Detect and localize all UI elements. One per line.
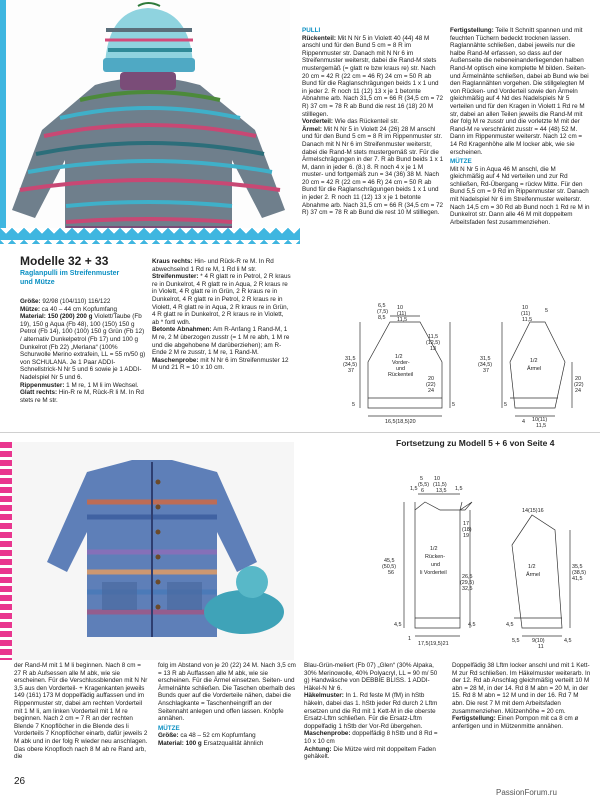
svg-text:Vorder-: Vorder- — [392, 360, 410, 366]
svg-text:10(11): 10(11) — [532, 417, 548, 423]
svg-text:37: 37 — [348, 368, 354, 374]
svg-text:1/2: 1/2 — [528, 564, 536, 570]
svg-text:(22): (22) — [574, 382, 584, 388]
svg-text:4,5: 4,5 — [564, 638, 572, 644]
materials-paragraph — [20, 382, 146, 390]
svg-text:20: 20 — [428, 376, 434, 382]
cardigan-photo — [12, 442, 294, 660]
hat-material-paragraph — [304, 692, 442, 730]
zigzag-border — [0, 228, 300, 244]
side-stripe-band — [0, 442, 12, 660]
hat-steps-paragraph — [452, 715, 592, 730]
finishing-term: Fertigstellung: — [450, 27, 494, 34]
mutze-label: MÜTZE — [450, 158, 472, 166]
svg-text:31,5: 31,5 — [345, 356, 356, 362]
patterns-term: Kraus rechts: — [152, 258, 193, 265]
svg-text:11,5: 11,5 — [536, 423, 547, 429]
svg-text:(34,5): (34,5) — [343, 362, 358, 368]
svg-text:16,5(18,5)20: 16,5(18,5)20 — [385, 419, 416, 425]
svg-text:(38,5): (38,5) — [572, 570, 587, 576]
svg-text:5: 5 — [420, 476, 423, 482]
hat-material-text: Blau-Grün-meliert (Fb 07) „Glen“ (30% Alpaka, 30% Merinowolle, 40% Polyacryl, LL = 90 m/ 50 g) Handwäsche von DEBBIE BLISS. 1 ADDI-Häkel-N Nr 6. — [304, 662, 438, 692]
svg-text:32,5: 32,5 — [462, 586, 473, 592]
patterns-text: mit N Nr 6 im Streifenmuster 12 M und 21 R = 10 x 10 cm. — [152, 356, 289, 372]
svg-text:13,5: 13,5 — [436, 488, 447, 494]
mutze-text: Mit N Nr 5 in Aqua 46 M anschl, die M gleichmäßig auf 4 Nd verteilen und zur Rd schließen, Rd-Übergang = rückw Mitte. Für den Bund 5,5 cm = 9 Rd im Rippenmuster str. Danach mit Nadelspiel Nr 6 im Streifenmuster weiterstr. Nach 14,5 cm = 30 Rd ab Bund noch 1 Rd re M in Dunkelrot str. Dann alle 46 M mit doppeltem Arbeitsfaden fest zusammenziehen. — [450, 165, 590, 226]
materials-paragraph — [20, 298, 146, 306]
cardigan-and-hat-illustration — [12, 442, 294, 660]
hat-material-text: In 1. Rd feste M (fM) in hStb häkeln, dabei das 1. hStb jeder Rd durch 2 Lftm ersetzen und die Rd mit 1 Kett-M in die oberste Ersatz-Lftm schließen. Für die Ersatz-Lftm doppelfadig 1 hStb der Vor-Rd übergehen. — [304, 692, 438, 730]
pulli-paragraph — [302, 118, 444, 126]
patterns-text: Hin- und Rück-R re M. In Rd abwechselnd 1 Rd re M, 1 Rd li M str. — [152, 258, 274, 273]
svg-text:1,5: 1,5 — [455, 486, 463, 492]
materials-text: 92/98 (104/110) 116/122 — [40, 298, 111, 305]
hat-material-term: Maschenprobe: — [304, 730, 351, 738]
model-title: Modelle 32 + 33 — [20, 254, 109, 268]
svg-text:(7,5): (7,5) — [377, 309, 389, 315]
svg-text:11,5: 11,5 — [522, 317, 533, 323]
pattern-diagram-cardigan — [300, 450, 598, 655]
hat-steps-term: Fertigstellung: — [452, 715, 496, 723]
svg-text:20: 20 — [575, 376, 581, 382]
materials-paragraph — [20, 313, 146, 381]
svg-text:(18): (18) — [462, 527, 472, 533]
hat-size-text: Ersatzqualität ähnlich — [201, 739, 264, 747]
hat-material-term: Häkelmuster: — [304, 692, 344, 700]
pulli-paragraph — [302, 126, 444, 217]
pattern-diagram-pulli — [340, 300, 595, 429]
svg-text:5: 5 — [504, 402, 507, 408]
materials-term: Material: 150 (200) 200 g — [20, 313, 93, 321]
hat-material-paragraph — [304, 662, 442, 692]
svg-text:1/2: 1/2 — [530, 358, 538, 364]
pulli-text: Mit N Nr 5 in Violett 24 (26) 28 M anschl und für den Bund 5 cm = 8 R im Rippenmuster str. Danach mit N Nr 6 im Streifenmuster weiterstr, dabei die Rand-M stets mustergemäß str. Für die Ärmelschrägungen in der 7. R ab Bund beids 1 x 1 M, dann in jeder 6. (8.) 8. R noch 4 x je 1 M muster- und fortgemäß zun = 34 (36) 38 M. Nach 20 cm = 42 R (22 cm = 46 R) 24 cm = 50 R ab Bund für die Raglanschrägungen beids 1 x 1 und in jeder 2. R noch 11 (12) 13 x je 1 betonte Abnahme arb. Nach 31,5 cm = 66 R (34,5 cm = 72 R) 37 cm = 78 R ab Bund die rest 10 M stilllegen. — [302, 125, 444, 217]
hat-steps-paragraph — [452, 662, 592, 715]
svg-text:13: 13 — [430, 346, 436, 352]
svg-text:56: 56 — [388, 570, 394, 576]
svg-text:und: und — [431, 562, 440, 568]
hat-text-col4 — [452, 662, 592, 730]
svg-text:1/2: 1/2 — [395, 354, 403, 360]
hat-material-term: Achtung: — [304, 745, 332, 753]
patterns-paragraph — [152, 258, 292, 273]
svg-text:24: 24 — [428, 388, 434, 394]
svg-text:11,5: 11,5 — [397, 317, 408, 323]
svg-text:li Vorderteil: li Vorderteil — [420, 570, 447, 576]
svg-text:1,5: 1,5 — [410, 486, 418, 492]
svg-text:10: 10 — [397, 305, 403, 311]
cardigan-text-col2: folg im Abstand von je 20 (22) 24 M. Nach 3,5 cm = 13 R ab Auffassen alle M abk, wie sie erscheinen. Für die Ärmel einsetzen. Seiten- und Ärmelnähte schließen. Die Taschen oberhalb des Bunds quer auf die Vorderteile nähen, dabei die Anschlagkante = Taschenheingriff an der Seitennaht anlegen und offen lassen. Knöpfe annähen. MÜTZE Größe: ca 48 – 52 cm Kopfumfang Material: 100 g Ersatzqualität ähnlich — [158, 662, 296, 747]
svg-text:(22): (22) — [426, 382, 436, 388]
hat-steps-text: Doppelfädig 38 Lftm locker anschl und mit 1 Kett-M zur Rd schließen. Im Häkelmuster weiterarb. In der 12. Rd ab Anschlag gleichmäßig verteilt 10 M abn = 28 M, in der 14. Rd 8 M abn = 20 M, in der 15. Rd 8 M abn = 12 M und in der 16. Rd 7 M abn. Die rest 7 M mit dem Arbeitsfaden zusammenziehen. Mützenhöhe = 20 cm. — [452, 662, 591, 715]
materials-term: Rippenmuster: — [20, 381, 65, 389]
cardigan-text-col1: der Rand-M mit 1 M li beginnen. Nach 8 cm = 27 R ab Aufsessen alle M abk, wie sie erscheinen. Für die Verschlussblenden mit N Nr 3,5 aus den Vorderteil- + Kragenkanten jeweils 149 (161) 173 M doppelfädig auffassen und im Rippenmuster str, dabei am rechten Vorderteil mit 1 M li, am linken Vorderteil mit 1 M re beginnen. Nach 2 cm = 7 R an der rechten Blende 7 Knopflöcher in die Blende des li Vorderteils 7 Knopflöcher einarb, dafür jeweils 2 M abk und in der folg R wieder neu anschlagen. Das obere Knopfloch nach 8 M ab re Rand arb, die — [14, 662, 148, 761]
patterns-paragraph — [152, 326, 292, 356]
hat-size-paragraph — [158, 740, 296, 748]
svg-text:5: 5 — [452, 402, 455, 408]
diagram1-labels — [343, 303, 584, 429]
materials-term: Größe: — [20, 298, 41, 305]
svg-text:(34,5): (34,5) — [478, 362, 493, 368]
svg-text:(29,5): (29,5) — [460, 580, 475, 586]
patterns-term: Maschenprobe: — [152, 356, 199, 364]
svg-text:26,5: 26,5 — [462, 574, 473, 580]
section-divider — [0, 432, 600, 433]
svg-text:und: und — [396, 366, 405, 372]
svg-text:5: 5 — [352, 402, 355, 408]
patterns-text: Am R-Anfang 1 Rand-M, 1 M re, 2 M überzogen zusstr (= 1 M re abh, 1 M re und die abgehobene M darüberziehen); am R-Ende 2 M re zusstr, 1 M re, 1 Rand-M. — [152, 326, 290, 357]
pulli-term: Rückenteil: — [302, 34, 336, 42]
svg-text:11: 11 — [538, 644, 544, 650]
hat-size-paragraph — [158, 732, 296, 740]
svg-text:6,5: 6,5 — [378, 303, 386, 309]
svg-text:17: 17 — [463, 521, 469, 527]
patterns-paragraph — [152, 357, 292, 372]
svg-text:4,5: 4,5 — [506, 622, 514, 628]
svg-text:4: 4 — [522, 419, 525, 425]
svg-text:Rücken-: Rücken- — [425, 554, 446, 560]
svg-text:24: 24 — [575, 388, 581, 394]
finishing-paragraph — [450, 27, 590, 156]
patterns-term: Streifenmuster: — [152, 273, 199, 281]
svg-text:14(15)16: 14(15)16 — [522, 508, 544, 514]
hat-material-text: doppelfädig 8 hStb und 8 Rd = 10 x 10 cm — [304, 730, 438, 745]
materials-text: Violett/Taube (Fb 19), 150 g Aqua (Fb 48), 100 (150) 150 g Petrol (Fb 14), 100 (100) 150 g Grün (Fb 12) / alternativ Dunkelpetrol (Fb 17) und 100 g Dunkelrot (Fb 22) „Merlana“ (100% Schurwolle Merino extrafein, LL = 55 m/50 g) von SCHULANA. Je 1 Paar ADDI-Schnellstrick-N Nr 5 und 6 sowie je 1 ADDI-Nadelspiel Nr 5 und 6. — [20, 313, 146, 381]
hat-steps-text: Einen Pompon mit ca 8 cm ø anfertigen und in Mützenmitte annähen. — [452, 715, 579, 730]
patterns-term: Betonte Abnahmen: — [152, 326, 212, 334]
svg-text:5,5: 5,5 — [512, 638, 520, 644]
svg-text:4,5: 4,5 — [394, 622, 402, 628]
svg-text:41,5: 41,5 — [572, 576, 583, 582]
svg-text:5: 5 — [545, 308, 548, 314]
materials-term: Mütze: — [20, 305, 40, 313]
svg-text:11,5: 11,5 — [428, 334, 439, 340]
svg-text:(5,5): (5,5) — [418, 482, 430, 488]
hat-text-col3 — [304, 662, 442, 761]
svg-text:(11): (11) — [521, 311, 531, 317]
svg-text:31,5: 31,5 — [480, 356, 491, 362]
materials-term: Glatt rechts: — [20, 389, 58, 397]
pulli-instructions — [302, 27, 444, 217]
diagram2-labels — [382, 476, 586, 650]
hat-size-text: ca 48 – 52 cm Kopfumfang — [178, 732, 256, 740]
bottom-mutze-label: MÜTZE — [158, 724, 180, 732]
finishing-text: Teile lt Schnitt spannen und mit feuchten Tüchern bedeckt trocknen lassen. Raglannähte schließen, dabei jeweils nur die halbe Rand-M erfassen, so dass auf der Außenseite die nebeneinanderliegenden halben Rand-M optisch eine komplette M bilden. Seiten- und Ärmelnähte schließen, dabei ab Bund wie bei den Raglannähten vorgehen. Die stillgelegten M von Rücken- und Vorderteil sowie den Ärmeln gleichmäßig auf 4 Nd des Nadelspiels Nr 5 verteilen und für den Kragen in Violett 1 Rd re M str, dabei an allen Teilen jeweils die Rand-M mit der folg M re zusstr und die vorletzte M mit der Rand-M re verschränkt zusstr = 44 (48) 52 M. Dann im Rippenmuster weiterstr. Nach 12 cm = 14 Rd Kragenhöhe alle M locker abk, wie sie erscheinen. — [450, 27, 589, 156]
svg-text:17,5(19,5)21: 17,5(19,5)21 — [418, 641, 449, 647]
svg-text:45,5: 45,5 — [384, 558, 395, 564]
pulli-text: Wie das Rückenteil str. — [333, 118, 399, 126]
svg-text:10: 10 — [522, 305, 528, 311]
hat-material-text: Die Mütze wird mit doppeltem Faden gehäkelt. — [304, 745, 436, 761]
svg-text:Ärmel: Ärmel — [526, 572, 541, 578]
pulli-label: PULLI — [302, 27, 321, 34]
svg-text:(11): (11) — [397, 311, 407, 317]
pulli-paragraph — [302, 35, 444, 119]
patterns-paragraph — [152, 273, 292, 326]
finishing-instructions — [450, 27, 590, 226]
watermark: PassionForum.ru — [496, 788, 557, 797]
page-number: 26 — [14, 776, 26, 787]
materials-text: 1 M re, 1 M li im Wechsel. — [64, 381, 139, 389]
hat-material-paragraph — [304, 746, 442, 761]
svg-text:1: 1 — [408, 636, 411, 642]
svg-text:9(10): 9(10) — [532, 638, 545, 644]
svg-text:Rückenteil: Rückenteil — [388, 372, 414, 378]
patterns-text: * 4 R glatt re in Petrol, 2 R kraus re in Dunkelrot, 4 R glatt re in Aqua, 2 R kraus re in Violett, 4 R glatt re in Grün, 2 R kraus re in Dunkelrot, 4 R glatt re in Petrol, 2 R kraus re in Violett, 4 R glatt re in Aqua, 2 R kraus re in Grün, 4 R glatt re in Dunkelrot, 2 R kraus re in Violett, ab * fortl wdh. — [152, 273, 291, 326]
svg-text:(11,5): (11,5) — [433, 482, 447, 488]
materials-text: ca 40 – 44 cm Kopfumfang — [39, 305, 117, 313]
model-patterns-text — [152, 258, 292, 372]
materials-text: Hin-R re M, Rück-R li M. In Rd stets re M str. — [20, 389, 144, 404]
hat-size-term: Größe: — [158, 732, 179, 740]
pulli-term: Ärmel: — [302, 125, 322, 133]
svg-text:Ärmel: Ärmel — [527, 366, 542, 372]
svg-text:(50,5): (50,5) — [382, 564, 397, 570]
striped-sweater-illustration — [0, 0, 290, 240]
svg-text:10: 10 — [434, 476, 440, 482]
svg-text:35,5: 35,5 — [572, 564, 583, 570]
svg-text:19: 19 — [463, 533, 469, 539]
pulli-text: Mit N Nr 5 in Violett 40 (44) 48 M anschl und für den Bund 5 cm = 8 R im Rippenmuster str. Danach mit N Nr 6 im Streifenmuster weiterstr, dabei die Rand-M stets mustergemäß (= glatt re bzw kraus re) str. Nach 20 cm = 42 R (22 cm = 46 R) 24 cm = 50 R ab Bund für die Raglanschrägungen beids 1 x 1 und in jeder 2. R noch 11 (12) 13 x je 1 betonte Abnahme arb. Nach 31,5 cm = 66 R (34,5 cm = 72 R) 37 cm = 78 R ab Bund die rest 16 (18) 20 M stilllegen. — [302, 34, 444, 118]
model-materials-text — [20, 298, 146, 404]
pulli-term: Vorderteil: — [302, 118, 334, 126]
continuation-heading: Fortsetzung zu Modell 5 + 6 von Seite 4 — [396, 438, 555, 448]
svg-text:37: 37 — [483, 368, 489, 374]
model-subtitle: Raglanpulli im Streifenmuster und Mütze — [20, 270, 120, 286]
sweater-photo — [0, 0, 290, 240]
svg-text:4,5: 4,5 — [468, 622, 476, 628]
svg-text:6: 6 — [421, 488, 424, 494]
hat-material-paragraph — [304, 730, 442, 745]
svg-text:8,5: 8,5 — [378, 315, 386, 321]
materials-paragraph — [20, 389, 146, 404]
top-left-accent-bar — [0, 0, 6, 240]
hat-size-term: Material: 100 g — [158, 739, 202, 747]
svg-text:(12,5): (12,5) — [426, 340, 441, 346]
svg-text:1/2: 1/2 — [430, 546, 438, 552]
materials-paragraph — [20, 306, 146, 314]
